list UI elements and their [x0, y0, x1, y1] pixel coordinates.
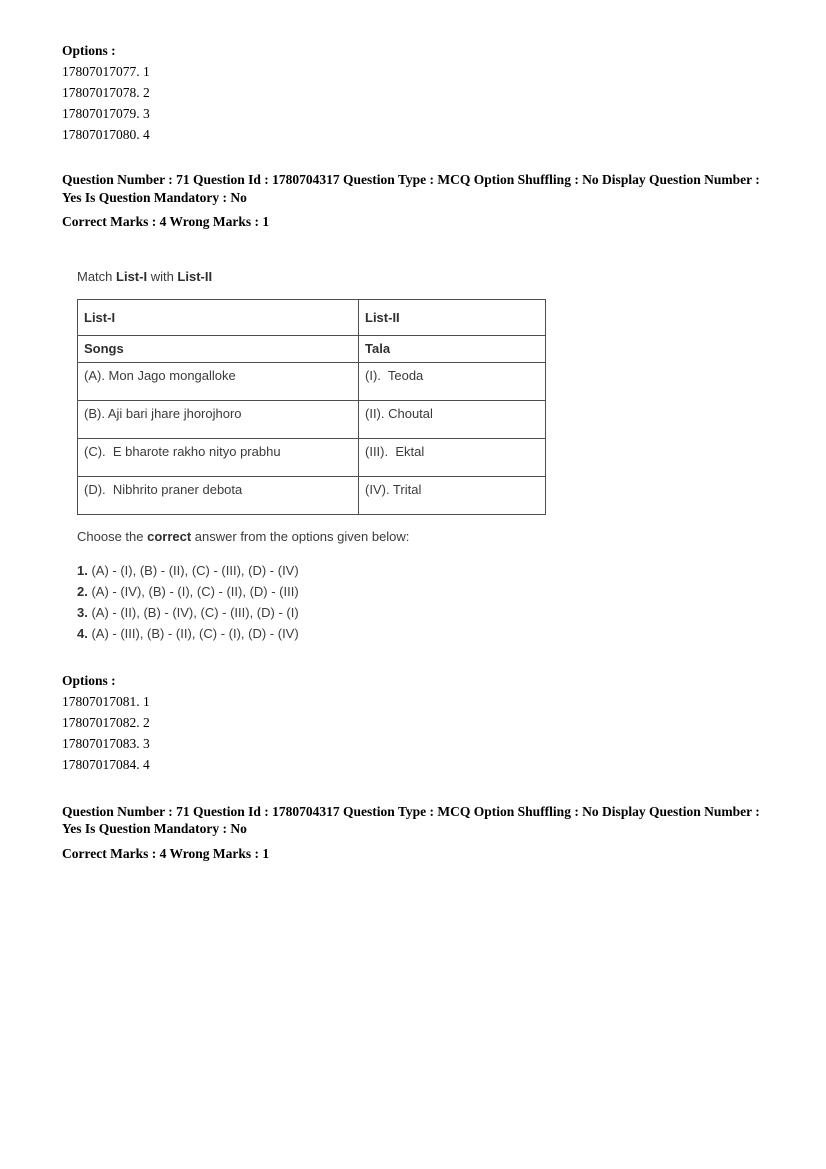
table-cell-song-b: (B). Aji bari jhare jhorojhoro: [78, 400, 359, 438]
table-cell-tala-ii: (II). Choutal: [359, 400, 546, 438]
choose-prefix: Choose the: [77, 528, 148, 544]
choose-instruction: [77, 528, 768, 545]
table-cell-tala-iv: (IV). Trital: [359, 476, 546, 514]
table-row: [78, 362, 546, 400]
question-marks-line: Correct Marks : 4 Wrong Marks : 1: [62, 845, 270, 861]
table-cell-tala-iii: (III). Ektal: [359, 438, 546, 476]
options-section-bottom: [62, 670, 768, 775]
match-middle: with: [147, 268, 178, 284]
table-cell-song-c: (C). E bharote rakho nityo prabhu: [78, 438, 359, 476]
table-subheader-songs: Songs: [78, 335, 359, 362]
answer-text: (A) - (III), (B) - (II), (C) - (I), (D) - (IV): [87, 625, 299, 641]
question-marks-line: Correct Marks : 4 Wrong Marks : 1: [62, 214, 270, 229]
match-table: [77, 299, 546, 515]
table-cell-song-d: (D). Nibhrito praner debota: [78, 476, 359, 514]
answer-text: (A) - (IV), (B) - (I), (C) - (II), (D) - (III): [87, 583, 299, 599]
table-row: [78, 438, 546, 476]
option-id-row: 17807017083. 3: [62, 735, 150, 751]
answer-number: 1.: [77, 562, 88, 578]
choose-correct-word: correct: [147, 528, 192, 544]
table-row: [78, 400, 546, 438]
answer-options-list: [77, 560, 768, 644]
match-prefix: Match: [77, 268, 117, 284]
table-cell-song-a: (A). Mon Jago mongalloke: [78, 362, 359, 400]
question-content: [77, 268, 768, 644]
list2-label: List-II: [177, 268, 213, 284]
answer-option-1: [77, 560, 768, 581]
question-meta-block-1: [62, 171, 768, 231]
match-instruction: [77, 268, 768, 285]
options-label: Options :: [62, 672, 116, 688]
table-header-list2: List-II: [359, 299, 546, 335]
question-meta-line: Question Number : 71 Question Id : 1780704317 Question Type : MCQ Option Shuffling : No Display Question Number : Yes Is Question Mandatory : No: [62, 803, 760, 836]
answer-number: 3.: [77, 604, 88, 620]
option-id-row: 17807017079. 3: [62, 106, 150, 121]
list1-label: List-I: [116, 268, 148, 284]
table-header-list1: List-I: [78, 299, 359, 335]
table-row: [78, 476, 546, 514]
option-id-row: 17807017077. 1: [62, 64, 150, 79]
question-meta-block-2: [62, 803, 768, 863]
answer-option-2: [77, 581, 768, 602]
table-subheader-tala: Tala: [359, 335, 546, 362]
option-id-row: 17807017080. 4: [62, 127, 150, 142]
option-id-row: 17807017078. 2: [62, 85, 150, 100]
answer-number: 4.: [77, 625, 88, 641]
question-meta-line: Question Number : 71 Question Id : 1780704317 Question Type : MCQ Option Shuffling : No Display Question Number : Yes Is Question Mandatory : No: [62, 172, 760, 205]
answer-option-4: [77, 623, 768, 644]
option-id-row: 17807017081. 1: [62, 693, 150, 709]
options-section-top: [62, 40, 768, 145]
table-cell-tala-i: (I). Teoda: [359, 362, 546, 400]
answer-text: (A) - (II), (B) - (IV), (C) - (III), (D) - (I): [87, 604, 299, 620]
options-label: Options :: [62, 43, 116, 58]
table-header-row: [78, 299, 546, 335]
option-id-row: 17807017084. 4: [62, 756, 150, 772]
table-subheader-row: [78, 335, 546, 362]
answer-option-3: [77, 602, 768, 623]
choose-suffix: answer from the options given below:: [191, 528, 410, 544]
option-id-row: 17807017082. 2: [62, 714, 150, 730]
answer-number: 2.: [77, 583, 88, 599]
answer-text: (A) - (I), (B) - (II), (C) - (III), (D) - (IV): [87, 562, 299, 578]
